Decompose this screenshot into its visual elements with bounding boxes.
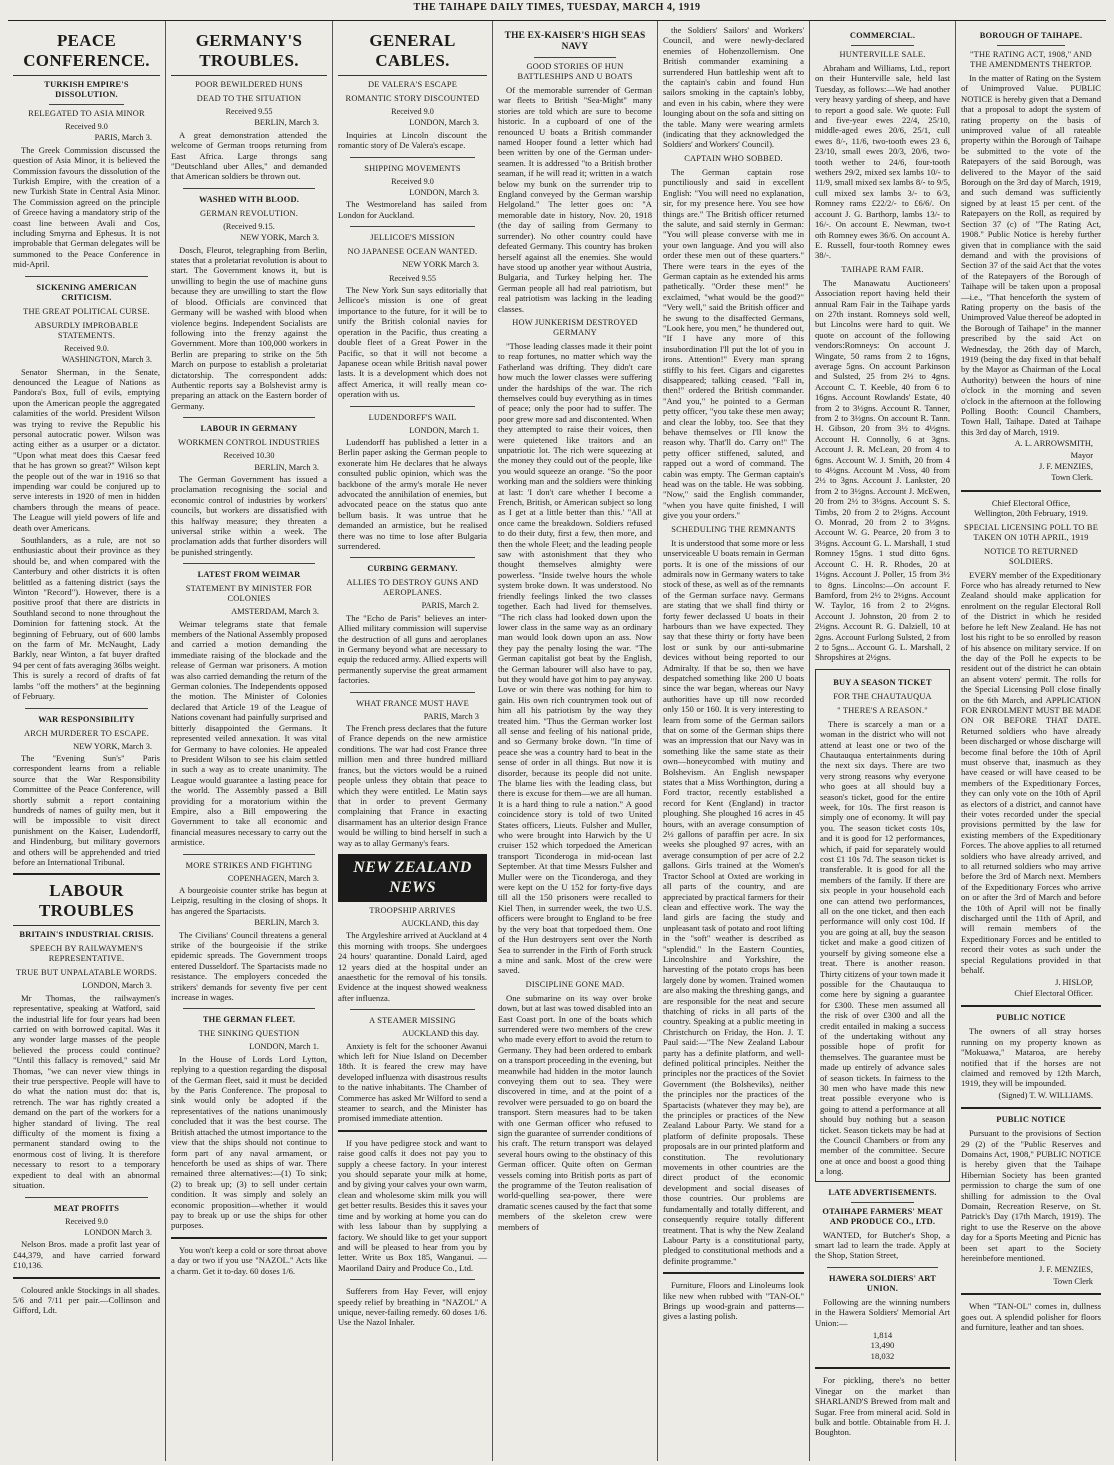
article-subtitle: ABSURDLY IMPROBABLE STATEMENTS. bbox=[34, 320, 139, 340]
divider bbox=[25, 1197, 148, 1198]
divider bbox=[183, 1008, 315, 1009]
signature-role: Town Clerk bbox=[1053, 1276, 1093, 1286]
dateline: PARIS, March 3 bbox=[423, 711, 479, 721]
article-body: Southlanders, as a rule, are not so enthusiastic about their province as they should be, and when compared with the Canterbury and other districts it is often belittled as a fattening district (says the Winton "Record"). However, there is a positive proof that there are districts in Southland second to none throughout the Dominion for fattening stock. At the beginning of February, out of 600 lambs on the farm of Mr. McNaught, Lady Barkly, near Winton, a fat buyer drafted 94 per cent of fats averaging 36lbs weight. This is surely a record of drafts of fat lambs "off the mothers" at the beginning of February. bbox=[13, 535, 160, 702]
article-subtitle: NO JAPANESE OCEAN WANTED. bbox=[347, 247, 478, 257]
column-7 bbox=[956, 21, 1106, 1461]
divider bbox=[25, 708, 148, 709]
advertisement: For pickling, there's no better Vinegar on the market than SHARLAND'S Brewed from malt and Sugar. Free from mineral acid. Sold in bulk and bottle. Obtainable from H. J. Boughton. bbox=[815, 1375, 950, 1438]
article-subtitle: ALLIES TO DESTROY GUNS AND AEROPLANES. bbox=[346, 578, 479, 598]
dateline: WASHINGTON, March 3. bbox=[61, 355, 152, 365]
divider bbox=[851, 1202, 914, 1203]
winning-number: 1,814 bbox=[872, 1330, 893, 1341]
divider bbox=[183, 417, 315, 418]
article-subtitle: NOTICE TO RETURNED SOLDIERS. bbox=[983, 546, 1078, 566]
dateline: NEW YORK March 3. bbox=[402, 260, 479, 270]
divider bbox=[350, 557, 475, 558]
dateline: BERLIN, March 3. bbox=[254, 462, 319, 472]
divider bbox=[49, 104, 124, 105]
article-title: CURBING GERMANY. bbox=[367, 564, 458, 574]
article-subtitle: POOR BEWILDERED HUNS bbox=[195, 80, 303, 89]
received-time: Received 9.0 bbox=[391, 107, 434, 116]
article-subtitle: FOR THE CHAUTAUQUA bbox=[833, 691, 932, 701]
article-body: The French press declares that the future of France depends on the new armistice conditions. The war had cost France three million men and three hundred milliard francs, but the victors would be a ruined people unless they obtain that peace to which they were entitled. Le Matin says that in order to prevent Germany complaining that France in exacting disarmament has an ulterior design France would be willing to bind herself in such a way as to allay Germany's fears. bbox=[338, 723, 487, 848]
article-title: TAIHAPE RAM FAIR. bbox=[841, 264, 924, 274]
article-body: Inquiries at Lincoln discount the romantic story of De Valera's escape. bbox=[338, 129, 487, 151]
dateline: BERLIN, March 3. bbox=[254, 918, 319, 928]
article-body: Nelson Bros. made a profit last year of £44,379, and have carried forward £10,136. bbox=[13, 1239, 160, 1271]
article-subtitle: ROMANTIC STORY DISCOUNTED bbox=[345, 94, 480, 103]
signature: J. F. MENZIES, bbox=[1038, 462, 1093, 472]
received-time: (Received 9.15. bbox=[223, 221, 275, 231]
article-title: SCHEDULING THE REMNANTS bbox=[671, 524, 796, 534]
article-body: A bourgeoisie counter strike has begun at Leipzig, resulting in the closing of shops. It has angered the Spartacists. bbox=[171, 884, 327, 916]
received-time: Received 9.0 bbox=[65, 1216, 108, 1226]
dateline: AMSTERDAM, March 3. bbox=[231, 607, 319, 617]
divider bbox=[350, 1279, 475, 1280]
divider bbox=[961, 490, 1101, 492]
divider bbox=[171, 1237, 327, 1239]
article-title: BRITAIN'S INDUSTRIAL CRISIS. bbox=[19, 930, 154, 940]
divider bbox=[350, 406, 475, 407]
divider bbox=[183, 854, 315, 855]
signature-role: Mayor bbox=[1070, 450, 1093, 460]
article-body: The German captain rose punctiliously and said in excellent English: "You will need no explanation, sir, for my presence here. You see how things are." The British officer returned the salute, and said sternly in German: "You will please converse with me in your own language. And you will also order these men out of these quarters." There were tears in the eyes of the German captain as he extended his arms pathetically. "Order these men!" he exclaimed, "what would be the good?" "Very well," said the British officer and he swung to the disaffected Germans, "Look here, you men," he thundered out, "If I have any more of this insubordination I'll put the lot of you in irons. Attention!" Every man sprang stiffly to his feet. Cigars and cigarettes disappeared; talking ceased. "Fall in, then!" ordered the British commander. "And you," he pointed to a German petty officer, "you take these men away; and clear the lobby, too. See that they behave themselves or I'll know the reason why. That'll do. Carry on!" The petty officer stiffened, saluted, and rapped out a word of command. The cabin was empty. The German captain's head was on the table. He was sobbing. "Now," said the English commander, "when you have quite finished, I will give you your orders." bbox=[663, 166, 804, 521]
article-title: SHIPPING MOVEMENTS bbox=[364, 163, 461, 173]
dateline: COPENHAGEN, March 3. bbox=[227, 873, 319, 883]
article-subtitle: TRUE BUT UNPALATABLE WORDS. bbox=[16, 968, 157, 978]
article-body: Anxiety is felt for the schooner Awanui which left for Niue Island on December 18th. It is feared the crew may have developed influenza with disastrous results to the native inhabitants. The Chamber of Commerce has asked Mr Wilford to send a steamer to search, and the Minister has promised immediate attention. bbox=[338, 1040, 487, 1124]
article-subtitle: STATEMENT BY MINISTER FOR COLONIES bbox=[185, 584, 313, 604]
dateline: LONDON March 3. bbox=[84, 1227, 152, 1237]
article-body: Weimar telegrams state that female members of the National Assembly proposed and carried a motion demanding the immediate raising of the blockade and the release of German war prisoners. A motion was also carried demanding the return of the German colonies. The Independents opposed the motion. The Minister of Colonies declared that Article 19 of the League of Nations covenant had painfully surprised and bitterly disappointed the Germans. It represented veiled annexation. It was vital for Germany to have colonies. He appealed to President Wilson to see his claim settled in such a way as to create unanimity. The League would guarantee a lasting peace for the world. The Assembly passed a Bill providing for a moratorium within the Empire, also a Bill empowering the Government to take all economic and financial measures necessary to carry out the armistice. bbox=[171, 618, 327, 848]
divider bbox=[961, 1293, 1101, 1295]
article-body: The German Government has issued a proclamation recognising the social and economic control of industries by workers' councils, but workers are dissatisfied with this halfway measure; they threaten a universal strike within a week. The proclamation adds that further disorders will be punished stringently. bbox=[171, 473, 327, 557]
article-title: CAPTAIN WHO SOBBED. bbox=[684, 153, 783, 163]
notice-body: EVERY member of the Expeditionary Force who has already returned to New Zealand should make application for enrolment on the regular Electoral Roll of the District in which he resided before he left New Zealand. He has not lost his right to be so enrolled by reason of his absence on military service. If on the day of the Poll he expects to be resident out of the district he can obtain an absent voters' permit. The rolls for the Special Licensing Poll close finally on the 6th March, and APPLICATION FOR ENROLMENT MUST BE MADE ON OR BEFORE THAT DATE. Returned soldiers who have already been discharged or whose discharge will become final before the 10th of April must observe that, inasmuch as they have ceased or will have ceased to be members of the Expeditionary Forces, they can only vote on the 10th of April as electors of a district, and cannot have their votes recorded under the special provisions permitted by the law for existing members of the Expeditionary Forces. The above applies to all returned soldiers who have already arrived, and to all returned soldiers who may arrive before the 3rd of March next. Members of the Expeditionary Forces who arrive on or after the 3rd of March and before the 10th of April will not be finally discharged until the 11th of April, and will remain members of the Expeditionary Forces and be entitled to record their votes as such under the special Regulations provided in that behalf. bbox=[961, 569, 1101, 976]
divider bbox=[534, 57, 616, 58]
divider bbox=[851, 45, 914, 46]
article-body: the Soldiers' Sailors' and Workers' Council, and were newly-declared enemies of Hohenzollernism. One British commander examining a surrendered Hun battleship went aft to the captain's cabin and found Hun sailors smoking in the captain's lobby, and even in his cabin, where they were lounging about on the sofa and sitting on the table. Many were wearing armlets (indicating that they acknowledged the Soldiers' and Workers' Council). bbox=[663, 25, 804, 150]
divider bbox=[350, 226, 475, 227]
article-title: LABOUR IN GERMANY bbox=[200, 424, 298, 434]
divider bbox=[13, 873, 160, 875]
article-body: It is understood that some more or less unserviceable U boats remain in German ports. It is one of the missions of our admirals now in Germany waters to take stock of these, as well as of the remnants of the German surface navy. Germans are stating that we shall find thirty or forty fewer declassed U boats in their harbours than we have expected. They say that these thirty or forty have been lost or sunk by our anti-submarine devices without being reported to our Admiralty. If that be so, then we have despatched something like 200 U boats since the war began, whereas our Navy authorities have up till now recorded only 150 or 160. It is very interesting to learn from some of the German sailors that on some of the German ships there was an impression that our Navy was in something like the same state as their own—honeycombed with mutiny and Bolshevism. An English newspaper states that a Miss Worthington, during a Ford tractor, recently established a record for Kent (England) in tractor ploughing. She ploughed 16 acres in 45 hours, with an average consumption of 2½ gallons of paraffin per acre. In six weeks she ploughed 97 acres, with an average consumption of per acre of 2.2 gallons. Girls trained at the Women's Tractor School at Oxted are working in all parts of the country, and are appreciated by practical farmers for their clean and effective work. The way the land girls are facing the study and unpleasant task of potato and root lifting in the "soft" weather is described as "splendid." In the Eastern Counties, Lincolnshire and Yorkshire, the harvesting of the potato crops has been largely done by women. Trained women are also making the threshing gangs, and are responsible for the neat and secure thatching of ricks in all parts of the country. Speaking at a public meeting in Christchurch on Friday, the Hon. J. T. Paul said:—"The New Zealand Labour party has a definite platform, and well-defined political principles. Neither the principles nor the practices of the Soviet Government (the Bolsheviks), neither the principles nor the practices of the Spartacists (whatever they may be), are the principles or practices of the New Zealand Labour Party. We stand for a platform of definite proposals. These proposals are in our printed platform and constitution. The revolutionary movements in other countries are the direct product of the economic development and social diseases of those countries. Our problems are fundamentally and totally different, and consequently require totally different treatment. That is why the New Zealand Labour Party is a constitutional party, pledged to constitutional methods and a definite programme." bbox=[663, 537, 804, 1266]
column-4 bbox=[493, 21, 658, 1461]
received-time: Received 9.55 bbox=[225, 107, 273, 116]
article-title: HUNTERVILLE SALE. bbox=[839, 50, 926, 59]
received-time: Received 10.30 bbox=[223, 451, 275, 461]
article-title: MORE STRIKES AND FIGHTING bbox=[185, 860, 313, 870]
dateline: LONDON, March 3. bbox=[82, 981, 152, 991]
article-body: Dosch, Fleurot, telegraphing from Berlin, states that a proletariat revolution is about to start. The Government knows it, but is unwilling to begin the use of machine guns because they are unwilling to start the flow of blood. Officials are convinced that Germany will be washed with blood when violence begins. Independent Socialists are following into the frenzy against the Government. More than 100,000 workers in Berlin are preparing to strike on the 5th March on purpose to establish a proletariat dictatorship. The correspondent adds: Authentic reports say a Bolshevist army is preparing an attack on the Eastern border of Germany. bbox=[171, 244, 327, 411]
article-title: A STEAMER MISSING bbox=[369, 1016, 456, 1026]
signature: J. F. MENZIES, bbox=[1038, 1265, 1093, 1275]
winning-number: 13,490 bbox=[870, 1340, 895, 1351]
article-subtitle: "THE RATING ACT, 1908," AND THE AMENDMENTS THERTOP. bbox=[970, 50, 1092, 69]
article-body: In the House of Lords Lord Lytton, replying to a question regarding the disposal of the German fleet, said it must be decided by the Paris Conference. The proposal to sink would only be adopted if the representatives of the nations unanimously concluded that it was the best course. The British attached the utmost importance to the view that the ships should not continue to form part of any naval armament, or henceforth be used as ships of war. There remained three alternatives:—(1) To sink; (2) to break up; (3) to sell under certain condition. It was simply and solely an economic proposition—whether it would pay to break up or use the ships for other purposes. bbox=[171, 1053, 327, 1231]
article-body: Ludendorff has published a letter in a Berlin paper asking the German people to exonerate him He declares that he always consulted public opinion, which was the backbone of the army's morale He never advocated the annihilation of enemies, but advocated peace on the status quo ante bellum basis. It was untrue that he demanded an armistice, but he realised there was no time to lose after Bulgaria surrendered. bbox=[338, 436, 487, 551]
article-title: TROOPSHIP ARRIVES bbox=[369, 905, 456, 915]
column-5 bbox=[658, 21, 810, 1461]
article-title: WHAT FRANCE MUST HAVE bbox=[356, 698, 469, 708]
dateline: NEW YORK, March 3. bbox=[73, 741, 152, 751]
masthead: THE TAIHAPE DAILY TIMES, TUESDAY, MARCH 4, 1919 bbox=[413, 2, 701, 13]
article-subtitle: THE SINKING QUESTION bbox=[198, 1029, 300, 1039]
divider bbox=[350, 692, 475, 693]
divider bbox=[338, 1130, 487, 1132]
dateline: LONDON, March 3. bbox=[409, 118, 479, 128]
article-body: The Manawatu Auctioneers' Association report having held their annual Ram Fair in the Taihape yards on 27th instant. Romneys sold well, but Lincolns were hard to quit. We quote on account of the following vendors:Romneys: On account J. Wingate, 50 rams from 2 to 16gns, average 5gns. On account Parkinson and Sulsted, 25 from 2½ to 4gns. Account C. T. Keeble, 40 from 6 to 16gns. Account Rowlands' Estate, 40 from 2 to 3½gns. Account R. Tanner, from 2 to 3½gns. On account R. Tann. H. Gibson, 20 from 3½ to 4½gns. Account H. Connolly, 6 at 3gns. Account J. R. McLean, 20 from 4 to 6gns. Account W. J. Smith, 20 from 4 to 4½gns. Account M .Voss, 40 from 2½ to 3gns. Account J. Lankster, 20 from 2 to 3½gns. Account J. McEwen, 20 from 2½ to 3½gns. Account S. S. Timbs, 20 from 2 to 2½gns. Account O. Monrad, 20 from 2 to 3½gns. Account W. G. Pearce, 20 from 3 to 3½gns. Account G. L. Marshall, 1 stud Romney 15gns. 1 stud ditto 6gns. Account C. H. R. Rhodes, 20 at 1½gns. Account J. Poller, 15 from 3½ to 8gns. Lincolns:—On account F. Bamford, from 2½ to 2½gns. Account W. Taylor, 16 from 2 to 2½gns. Account J. Johnston, 20 from 2 to 2½gns. Account R. G. Dalziell, 10 at 2gns. Account Furlong Sulsted, 2 from 2 to 5gns... Account G. L. Marshall, 2 Shropshires at 2½gns. bbox=[815, 277, 950, 663]
dateline: AUCKLAND this day. bbox=[402, 1029, 479, 1039]
article-subtitle: RELEGATED TO ASIA MINOR bbox=[28, 109, 145, 118]
article-body: The Argyleshire arrived at Auckland at 4 this morning with troops. She undergoes 24 hours' quarantine. Donald Laird, aged 12 years died at the hospital under an anaesthetic for the removal of his tonsils. Evidence at the inquest showed weakness after influenza. bbox=[338, 930, 487, 1003]
headline-new-zealand-news: NEW ZEALAND NEWS bbox=[338, 854, 487, 902]
classified-ad: WANTED, for Butcher's Shop, a smart lad to learn the trade. Apply at the Shop, Station Street, bbox=[815, 1229, 950, 1261]
advertisement: Coloured ankle Stockings in all shades. 5/6 and 7/11 per pair.—Collinson and Gifford, Ldt. bbox=[13, 1284, 160, 1316]
article-body: Of the memorable surrender of German war fleets to British "Sea-Might" many stories are told which are sure to become historic. In a cupboard of one of the renounced U boats a British commander named Hooper found a letter which had been written by one of the German under-seamen. It is addressed "to a British brother seaman, if he will read it; written in a watch below my bunk on the surrender trip to England conveyed by the German warship Helgoland." The letter goes on: "A memorable date in history, Nov. 20, 1918 (the day of sailing from Germany to surrender). No other country could have defeated Germany. This country has broken herself against all the enemies. She would have stood up another year without Austria, Bulgaria, and Turkey helping her. The German people all had real patriotism, but real patriotism was lacking in the leading classes. bbox=[498, 85, 652, 314]
office-line: Wellington, 20th February, 1919. bbox=[974, 508, 1088, 519]
dateline: AUCKLAND, this day bbox=[401, 918, 479, 928]
chautauqua-box bbox=[815, 669, 950, 1182]
signature-role: Town Clerk. bbox=[1051, 473, 1093, 483]
article-body: Mr Thomas, the railwaymen's representative, speaking at Watford, said the industrial life for four years had been carried on with borrowed capital. Was it any wonder large masses of the people believed the process could continue? "Until this fallacy is removed," said Mr Thomas, "we can never view things in their true perspective. People will have to do what the nation must do: that is, retrench. The war has rightly created a demand on the part of the workers for a higher standard of living. The real difficulty of the moment is fixing a permanent standard owing to the enormous cost of living. It is therefore necessary to resort to a temporary expedient to deal with an abnormal situation. bbox=[13, 992, 160, 1191]
article-subtitle: THE GREAT POLITICAL CURSE. bbox=[23, 306, 150, 316]
divider bbox=[183, 563, 315, 564]
divider bbox=[827, 1267, 938, 1268]
article-title: BUY A SEASON TICKET bbox=[833, 677, 932, 687]
article-title: TURKISH EMPIRE'S DISSOLUTION. bbox=[44, 80, 129, 99]
article-title: LUDENDORFF'S WAIL bbox=[368, 412, 457, 422]
article-title: MEAT PROFITS bbox=[53, 1203, 120, 1213]
divider bbox=[183, 188, 315, 189]
article-title: WAR RESPONSIBILITY bbox=[38, 714, 135, 724]
headline-labour-troubles: LABOUR TROUBLES bbox=[13, 881, 160, 926]
column-6 bbox=[810, 21, 956, 1461]
article-body: "Those leading classes made it their point to reap fortunes, no matter which way the Fatherland was drifting. They didn't care how much the lower classes were suffering under the hardships of the war. The rich themselves could buy everything as in times of peace; only the poor had to suffer. The poor grew more sad and discontented. When they attempted to raise their voices, then were quietened like traitors and an unpatriotic lot. The rich were squeezing at the money they could out of the people, like you would squeeze an orange. "So the poor working man and the soldiers were thinking at last: 'I don't care whether I become a French, British, or American subject so long as I get at a little better than this.' "All at once came the breakdown. Soldiers refused to do their duty, first a few, then more, and then the whole Fleet; and the leading people saw with astonishment that they who thought themselves almighty were powerless. "Inside twelve hours the whole system broke down. It was understood. No friendly feelings linked the two classes together. Each had lived for themselves. "The rich class had looked down upon the lower class in the same way as an ordinary man would look down upon an ass. Now they pay the penalty losing the war. "The German capitalist got beat by the English, the German labourer will also have to pay, but they would have got him to pay anyway. Love or win there was nothing for him to gain. His own rich countrymen took out of him all his patriotism by the way they treated him. "Thus the German worker lost all sense and feeling of his national pride, and so Germany broke down. "In time of peace she was a country hard to beat in the sense of order in all things. But now it is disorder, because its people did not unite. The blame lies with the leading class, but there is excuse for them—we are all human. It is a hard thing to rule a nation." A good coincidence story is told of two United States officers, Lieuts. Fulsher and Muller, who were brought into Harwich by the U cruiser 152 which torpedoed the American transport Ticonderoga in mid-ocean last September. At that time Messrs Fulsher and Muller were on the Ticonderoga, and they were kept on the U 152 for forty-five days till all the 150 prisoners were recalled to Kiel Then, in surrender week, the two U.S. officers were brought to England to be free by the very boat that torpedoed them. One of the Hun destroyers sent over the North Sea to surrender in the Firth of Forth struck a mine and sank. Most of the crew were saved. bbox=[498, 340, 652, 976]
article-subtitle: GERMAN REVOLUTION. bbox=[199, 208, 299, 218]
dateline: PARIS, March 2. bbox=[421, 601, 479, 611]
article-body: The New York Sun says editorially that Jellicoe's mission is one of great importance to the future, for it will be to unify the British colonial navies for operation in the Pacific, thus creating a double fleet of a Great Power in the Pacific, so that it will not become a Japanese ocean while British naval power lasts. It is a development which does not affect America, it will really mean co-operation with us. bbox=[338, 285, 487, 400]
divider bbox=[13, 1277, 160, 1279]
newspaper-page bbox=[8, 20, 1106, 1461]
column-3 bbox=[333, 21, 493, 1461]
article-body: A great demonstration attended the welcome of German troops returning from East Africa. Large throngs sang "Deutschland uber Alles," and demanded that American soldiers be thrown out. bbox=[171, 129, 327, 182]
received-time: Received 9.0 bbox=[65, 122, 108, 131]
article-body: The "Echo de Paris" believes an inter-Allied military commission will supervise the destruction of all guns and aeroplanes in Germany beyond what are necessary to equip the reduced army. Allied experts will permanently supervise the great armament factories. bbox=[338, 612, 487, 686]
article-subtitle: DEAD TO THE SITUATION bbox=[196, 94, 302, 103]
article-body: Following are the winning numbers in the Hawera Soldiers' Memorial Art Union:— bbox=[815, 1296, 950, 1328]
dateline: LONDON, March 1. bbox=[249, 1042, 319, 1052]
headline-peace-conference: PEACE CONFERENCE. bbox=[13, 31, 160, 76]
article-title: HOW JUNKERISM DESTROYED GERMANY bbox=[512, 317, 638, 337]
article-subtitle: DE VALERA'S ESCAPE bbox=[367, 80, 458, 89]
article-subtitle: GOOD STORIES OF HUN BATTLESHIPS AND U BOATS bbox=[517, 62, 633, 81]
received-time: Received 9.0. bbox=[64, 343, 109, 353]
article-body: One submarine on its way over broke down, but at last was towed disabled into an East Coast port. In one of the boats which surrendered were two members of the crew who made every effort to avoid the return to Germany. They had been ordered to embark on a transport proceeding in the evening, but meanwhile had hidden in the motor launch conveying them out to sea. They were discovered in time, and at the point of a revolver were persuaded to go on board the transport. Stern measures had to be taken with one German officer who refused to sign the guarantee of surrender conditions of his craft. The return transport was delayed several hours owing to the obstinacy of this German officer. Quite often on German vessels coming into British ports as part of the programme of the Teuton realisation of world-quelling sea-power, there were dramatic scenes caused by the fact that some members of the skeleton crew were members of bbox=[498, 992, 652, 1232]
article-body: The "Evening Sun's" Paris correspondent learns from a reliable source that the War Responsibility Committee of the Peace Conference, will shortly submit a report containing hundreds of names of guilty men, but it will be impossible to visit direct punishment on the Kaiser, Ludendorff, and Hindenburg, but military governors and others will be apprehended and tried before an International Tribunal. bbox=[13, 752, 160, 867]
headline-general-cables: GENERAL CABLES. bbox=[338, 31, 487, 76]
article-body: Senator Sherman, in the Senate, denounced the League of Nations as Pandora's Box, full of evils, emptying upon the American people the aggregated calamities of the world. President Wilson was trying to revive the Republic his personal autocratic power. Wilson was acting either as a usurper or a dictator. "Upon what meat does this Caesar feed that he has grown so great?" Wilson kept the people out of the war in 1916 so that impending war could be conjured up to serve interests in 1920 of men in hidden chambers through the means of peace. The League will yield powers of life and death over Americans. bbox=[13, 366, 160, 533]
article-title: SPECIAL LICENSING POLL TO BE TAKEN ON 10TH APRIL, 1919 bbox=[963, 522, 1099, 542]
advertisement: Sufferers from Hay Fever, will enjoy speedy relief by breathing in "NAZOL" A unique, never-failing remedy. 60 doses 1/6. Use the Nazol Inhaler. bbox=[338, 1286, 487, 1328]
article-subtitle: SPEECH BY RAILWAYMEN'S REPRESENTATIVE. bbox=[29, 944, 144, 964]
section-borough-taihape: BOROUGH OF TAIHAPE. bbox=[979, 31, 1083, 40]
dateline: NEW YORK, March 3. bbox=[240, 233, 319, 243]
divider bbox=[350, 157, 475, 158]
article-title: HAWERA SOLDIERS' ART UNION. bbox=[828, 1273, 937, 1293]
signature: A. L. ARROWSMITH, bbox=[1014, 439, 1093, 449]
signature-role: Chief Electoral Officer. bbox=[1014, 988, 1093, 998]
article-title: PUBLIC NOTICE bbox=[996, 1115, 1066, 1125]
article-body: Abraham and Williams, Ltd., report on their Hunterville sale, held last Tuesday, as follows:—We had another very heavy yarding of sheep, and have to report a good sale. We quote: Full and five-year ewes 22/4, 25/10, middle-aged ewes 20/6, 25/1, cull ewes 8/-, 11/6, two-tooth ewes 23 6, 23/10, small ewes 20/3, 20/6, two-tooth wether to 24/6, four-tooth wethers 29/2, mixed sex lambs 10/- to 11/9, small mixed sex lambs 8/- to 9/5, cull mixed sex lambs 3/- to 6/3, Romney rams £22/2/- to £6/6/. On account J. G. Barthorp, lambs 13/- to 16/-. On account E. Newman, two-t oth Romney ewes 36/6. On account A. E. Russell, four-tooth Romney ewes 38/-. bbox=[815, 63, 950, 261]
dateline: LONDON, March 1. bbox=[409, 425, 479, 435]
advertisement: Furniture, Floors and Linoleums look like new when rubbed with "TAN-OL" Brings up wood-grain and patterns—gives a lasting polish. bbox=[663, 1280, 804, 1322]
article-body: The Westmoreland has sailed from London for Auckland. bbox=[338, 199, 487, 220]
article-title: THE GERMAN FLEET. bbox=[202, 1015, 296, 1025]
signature: J. HISLOP, bbox=[1055, 977, 1093, 987]
article-subtitle: WORKMEN CONTROL INDUSTRIES bbox=[178, 438, 320, 448]
article-title: LATEST FROM WEIMAR bbox=[197, 570, 301, 580]
column-2 bbox=[166, 21, 333, 1461]
headline-germanys-troubles: GERMANY'S TROUBLES. bbox=[171, 31, 327, 76]
article-title: WASHED WITH BLOOD. bbox=[198, 194, 299, 204]
divider bbox=[961, 1107, 1101, 1109]
divider bbox=[815, 1367, 950, 1369]
notice-body: Pursuant to the provisions of Section 29 (2) of the "Public Reserves and Domains Act, 1908," PUBLIC NOTICE is hereby given that the Taihape Hibernian Society has been granted permission to charge the sum of one shilling for admission to the Oval Domain, Recreation Reserve, on St. Patrick's Day (17th March, 1919). The right to use the Reserve on the above day for a Sports Meeting and Picnic has been set apart to the Society hereinbefore mentioned. bbox=[961, 1128, 1101, 1264]
divider bbox=[25, 276, 148, 277]
dateline: LONDON, March 3. bbox=[409, 188, 479, 198]
article-body: The Civilians' Council threatens a general strike of the bourgeoisie if the strike epidemic spreads. The Government troops entered Dusseldorf. The Spartacists made no resistance. The employers conceded the strikers' demands for seventy five per cent increase in wages. bbox=[171, 929, 327, 1003]
article-title: SICKENING AMERICAN CRITICISM. bbox=[36, 282, 137, 302]
article-title: JELLICOE'S MISSION bbox=[370, 233, 455, 243]
column-1 bbox=[8, 21, 166, 1461]
divider bbox=[350, 1009, 475, 1010]
article-body: There is scarcely a man or a woman in the district who will not attend at least one or two of the Chautauqua entertainments during the next six days. There are two very strong reasons why everyone who goes at all should buy a season's ticket, good for the entire week, for 10s. The first reason is simply one of economy. It will pay you. The season ticket costs 10s, and it is good for 12 performances, which, if paid for separately would cost £1 10s 7d. The season ticket is transferable. It is good for all the members of the family. If there are six people in your household each one can attend two performances, all on the one ticket, and then each performance will only cost 10d. If you are going at all, buy the season ticket and make a good citizen of yourself by giving someone else a treat. There is another reason. Thirty citizens of your town made it possible for the Chautauqua to come here by signing a guarantee for £300. These men assumed all the risk of over £300 and all the credit entailed in making a success of the undertaking without any possible hope of profit for themselves. The guarantee must be made up entirely of advance sales of season tickets. In fairness to the 30 men who have made this new treat possible everyone who is going to attend a performance at all should buy nothing but a season ticket. Season tickets may be had at the Council Chambers or from any member of the committee. Secure one at once and boost a good thing a long. bbox=[820, 718, 945, 1177]
office-line: Chief Electoral Office, bbox=[991, 497, 1071, 508]
dateline: PARIS, March 3. bbox=[94, 133, 152, 143]
signature: (Signed) T. W. WILLIAMS. bbox=[998, 1090, 1093, 1100]
article-body: The Greek Commission discussed the question of Asia Minor, it is believed the Commission favours the dissolution of the Turkish Empire, with the creation of a new Turkish State in Central Asia Minor. The Commission agreed on the principle of Greece having a mandatory strip of the coast line between Avali and Cos, including Smyrna and Ephesus. It is not improbable that German delegates will be summoned to the Peace Conference in mid-April. bbox=[13, 144, 160, 270]
article-title: OTAIHAPE FARMERS' MEAT AND PRODUCE CO., LTD. bbox=[822, 1206, 943, 1226]
headline-ex-kaiser-navy: THE EX-KAISER'S HIGH SEAS NAVY bbox=[504, 31, 646, 52]
received-time: Received 9.0 bbox=[391, 176, 434, 186]
divider bbox=[961, 1005, 1101, 1007]
advertisement: If you have pedigree stock and want to raise good calfs it does not pay you to supply a cheese factory. In your interest you should separate your milk at home, and by giving your calves your own warm, clean and wholesome skim milk you will get better results. Besides this it saves your time and by working at home you can do with less labour than by supplying a factory. We should like to get your support and will be pleased to hear from you by letter. Write us Box 185, Wanganui. —Maoriland Dairy and Produce Co., Ltd. bbox=[338, 1137, 487, 1273]
divider bbox=[997, 45, 1065, 46]
notice-body: The owners of all stray horses running on my property known as "Mokuawa," Mataroa, are hereby notified that if the horses are not claimed and removed by 12th March, 1919, they will be impounded. bbox=[961, 1026, 1101, 1089]
article-title: DISCIPLINE GONE MAD. bbox=[525, 979, 625, 989]
article-subtitle: ARCH MURDERER TO ESCAPE. bbox=[23, 728, 150, 738]
received-time: Received 9.55 bbox=[389, 273, 436, 283]
dateline: BERLIN, March 3. bbox=[254, 118, 319, 128]
article-subtitle: " THERE'S A REASON." bbox=[837, 705, 928, 715]
section-commercial: COMMERCIAL. bbox=[849, 31, 916, 40]
notice-body: In the matter of Rating on the System of Unimproved Value. PUBLIC NOTICE is hereby given that a Demand that a proposal to adopt the system of rating property on the basis of unimproved value of all rateable property within the Borough of Taihape be submitted to the vote of the Ratepayers of the said Borough, was delivered to the Mayor of the said Borough on the 3rd day of March, 1919, and such demand was sufficiently signed by at least 15 per cent. of the Ratepayers on the Roll, as required by Section 37 (c) of "The Rating Act, 1908." Public Notice is hereby further given that in compliance with the said demand and with the provisions of Section 37 of the said Act that the votes of the Ratepayers of the Borough of Taihape will be taken upon a proposal —i.e., "That henceforth the system of Rating property on the basis of the Unimproved Value thereof be adopted in the Borough of Taihape" in the manner prescribed by the said Act on Wednesday, the 26th day of March, 1919 (being the day fixed in that behalf by the Mayor as Chairman of the Local Authority) between the hours of nine o'clock in the morning and seven o'clock in the afternoon at the following Polling Booth: Council Chambers, Town Hall, Taihape. Dated at Taihape this 3rd day of March, 1919. bbox=[961, 73, 1101, 437]
advertisement: When "TAN-OL" comes in, dullness goes out. A splendid polisher for floors and furniture, leather and tan shoes. bbox=[961, 1301, 1101, 1333]
article-title: PUBLIC NOTICE bbox=[996, 1013, 1066, 1023]
advertisement: You won't keep a cold or sore throat above a day or two if you use "NAZOL." Acts like a charm. Get it to-day. 60 doses 1/6. bbox=[171, 1244, 327, 1276]
divider bbox=[663, 1272, 804, 1274]
winning-number: 18,032 bbox=[870, 1350, 895, 1361]
section-late-ads: LATE ADVERTISEMENTS. bbox=[828, 1187, 937, 1197]
